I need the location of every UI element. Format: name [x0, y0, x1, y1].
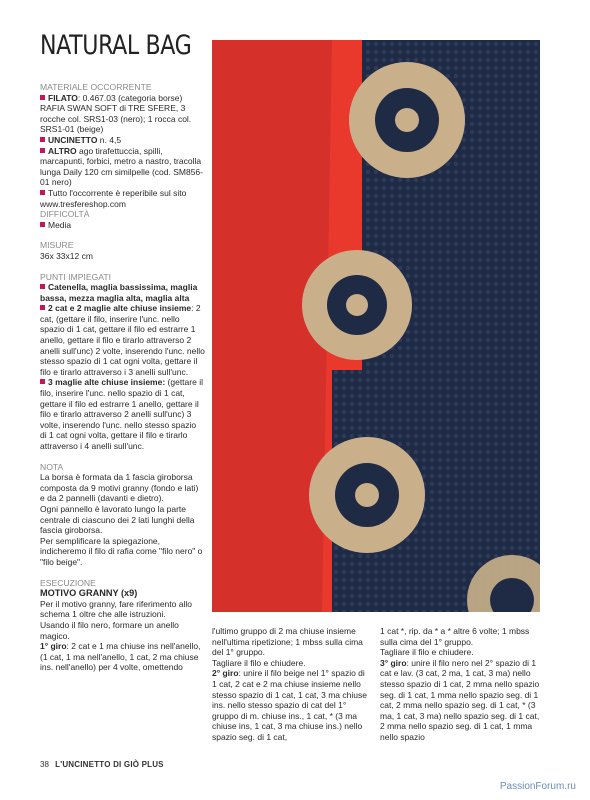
- bullet-icon: [40, 137, 45, 142]
- note-p3: Per semplificare la spiegazione, indicheremo il filo di rafia come "filo nero" o "filo beige".: [40, 535, 203, 567]
- right-p1: 1 cat *, rip. da * a * altre 6 volte; 1 mbss sulla cima del 1° gruppo.: [380, 626, 530, 647]
- altro-text: ago tirafettuccia, spilli, marcapunti, forbici, metro a nastro, tracolla lunga Daily 120 cm similpelle (cod. SM856-01 nero): [40, 145, 203, 188]
- two-dc-label: 2 cat e 2 maglie alte chiuse insieme: [48, 303, 192, 314]
- page-footer: [40, 760, 164, 769]
- basic-stitches-text: Catenella, maglia bassissima, maglia bassa, mezza maglia alta, maglia alta: [40, 282, 198, 303]
- granny-motif-2: [302, 250, 412, 360]
- mid-p1: l'ultimo gruppo di 2 ma chiuse insieme nell'ultima ripetizione; 1 mbss sulla cima del 1° gruppo.: [212, 626, 363, 658]
- giro1-label: 1° giro: [40, 641, 67, 652]
- three-dc-label: 3 maglie alte chiuse insieme:: [48, 377, 166, 388]
- three-dc-together: [40, 377, 205, 451]
- giro3-text: : unire il filo nero nel 2° spazio di 1 cat e lav. (3 cat, 2 ma, 1 cat, 3 ma) nello stesso spazio di 1 cat, 2 mma nello spazio seg. di 1 cat, 1 mma nello spazio seg. di 1 cat, 2 mma nello spazio seg. di 1 cat, * (3 ma, 1 cat, 3 ma) nello spazio seg. di 1 cat, 2 mma nello spazio seg. di 1 cat, 1 mma nello spazio: [380, 657, 540, 742]
- giro3: [380, 658, 545, 743]
- left-column: [40, 82, 205, 673]
- basic-stitches: [40, 282, 205, 303]
- magazine-name: L'UNCINETTO DI GIÒ PLUS: [55, 760, 164, 769]
- crochet-bag-image: [212, 40, 540, 612]
- giro2-label: 2° giro: [212, 668, 239, 679]
- difficulty-value: Media: [48, 219, 72, 230]
- execution-heading: ESECUZIONE: [40, 577, 96, 588]
- exec-p2: Usando il filo nero, formare un anello magico.: [40, 619, 179, 641]
- motif-title: MOTIVO GRANNY (x9): [40, 588, 138, 599]
- right-column: [380, 626, 545, 743]
- giro3-label: 3° giro: [380, 657, 407, 668]
- right-p2: Tagliare il filo e chiudere.: [380, 647, 474, 658]
- note-p2: Ogni pannello è lavorato lungo la parte centrale di ciascuno dei 2 lati lunghi della fascia giroborsa.: [40, 503, 195, 536]
- difficulty-line: [40, 220, 205, 231]
- giro1: [40, 641, 205, 673]
- giro1-text: : 2 cat e 1 ma chiuse ins nell'anello, (1 cat, 1 ma nell'anello, 1 cat, 2 ma chiuse ins. nell'anello) per 4 volte, omettendo: [40, 641, 201, 673]
- three-dc-text: (gettare il filo, inserire l'unc. nello spazio di 1 cat, gettare il filo ed estrarre 1 anello, gettare il filo e tirarlo attraverso 2 anelli sull'unc) 3 volte, inserendo l'unc. nello stesso spazio di 1 cat ogni volta, gettare il filo e tirarlo attraverso i 4 anelli sull'unc.: [40, 377, 203, 451]
- bullet-icon: [40, 95, 45, 100]
- materials-heading: MATERIALE OCCORRENTE: [40, 82, 152, 92]
- bag-photo: [212, 40, 540, 612]
- altro-label: ALTRO: [48, 145, 77, 156]
- bullet-icon: [40, 148, 45, 153]
- uncinetto-label: UNCINETTO: [48, 134, 98, 145]
- note-heading: NOTA: [40, 461, 64, 472]
- tutto-line: [40, 188, 205, 209]
- page-title: NATURAL BAG: [40, 30, 192, 61]
- bullet-icon: [40, 379, 45, 384]
- two-dc-together: [40, 303, 205, 377]
- filato-label: FILATO: [48, 92, 78, 103]
- bullet-icon: [40, 284, 45, 289]
- page-number: 38: [40, 760, 49, 769]
- middle-column: [212, 626, 370, 743]
- bullet-icon: [40, 222, 45, 227]
- filato-text: : 0.467.03 (categoria borse) RAFIA SWAN SOFT di TRE SFERE, 3 rocche col. SRS1-03 (nero); 1 rocca col. SRS1-01 (beige): [40, 92, 192, 135]
- granny-motif-1: [349, 62, 465, 178]
- giro2-text: : unire il filo beige nel 1° spazio di 1 cat, 2 cat e 2 ma chiuse insieme nello stesso spazio di 1 cat, 1 cat, 3 ma chiuse ins. nello stesso spazio di cat del 1° gruppo di m. chiuse ins., 1 cat, * (3 ma chiuse ins, 1 cat, 3 ma chiuse ins.) nello spazio seg. di 1 cat,: [212, 668, 367, 742]
- altro-line: [40, 146, 205, 188]
- difficulty-heading: DIFFICOLTÀ: [40, 209, 90, 220]
- uncinetto-text: n. 4,5: [97, 134, 122, 145]
- mid-p2: Tagliare il filo e chiudere.: [212, 657, 306, 668]
- bullet-icon: [40, 305, 45, 310]
- filato-line: [40, 93, 205, 135]
- two-dc-text: : 2 cat, (gettare il filo, inserire l'unc. nello spazio di 1 cat, gettare il filo ed estrarre 1 anello, gettare il filo e tirarlo attraverso 2 anelli sull'unc) 2 volte, inserendo l'unc. nello stesso spazio di 1 cat ogni volta, gettare il filo e tirarlo attraverso i 3 anelli sull'unc.: [40, 303, 205, 377]
- note-p1: La borsa è formata da 1 fascia giroborsa composta da 9 motivi granny (fondo e lati) e da 2 pannelli (davanti e dietro).: [40, 472, 199, 504]
- giro2: [212, 668, 370, 742]
- uncinetto-line: [40, 135, 205, 146]
- granny-motif-3: [309, 437, 425, 553]
- watermark: PassionForum.ru: [499, 781, 576, 792]
- sizes-heading: MISURE: [40, 240, 74, 251]
- bullet-icon: [40, 190, 45, 195]
- tutto-text: Tutto l'occorrente è reperibile sul sito www.tresfereshop.com: [40, 187, 187, 209]
- exec-p1: Per il motivo granny, fare riferimento allo schema 1 oltre che alle istruzioni.: [40, 598, 192, 620]
- stitches-heading: PUNTI IMPIEGATI: [40, 271, 111, 282]
- sizes-value: 36x 33x12 cm: [40, 250, 93, 261]
